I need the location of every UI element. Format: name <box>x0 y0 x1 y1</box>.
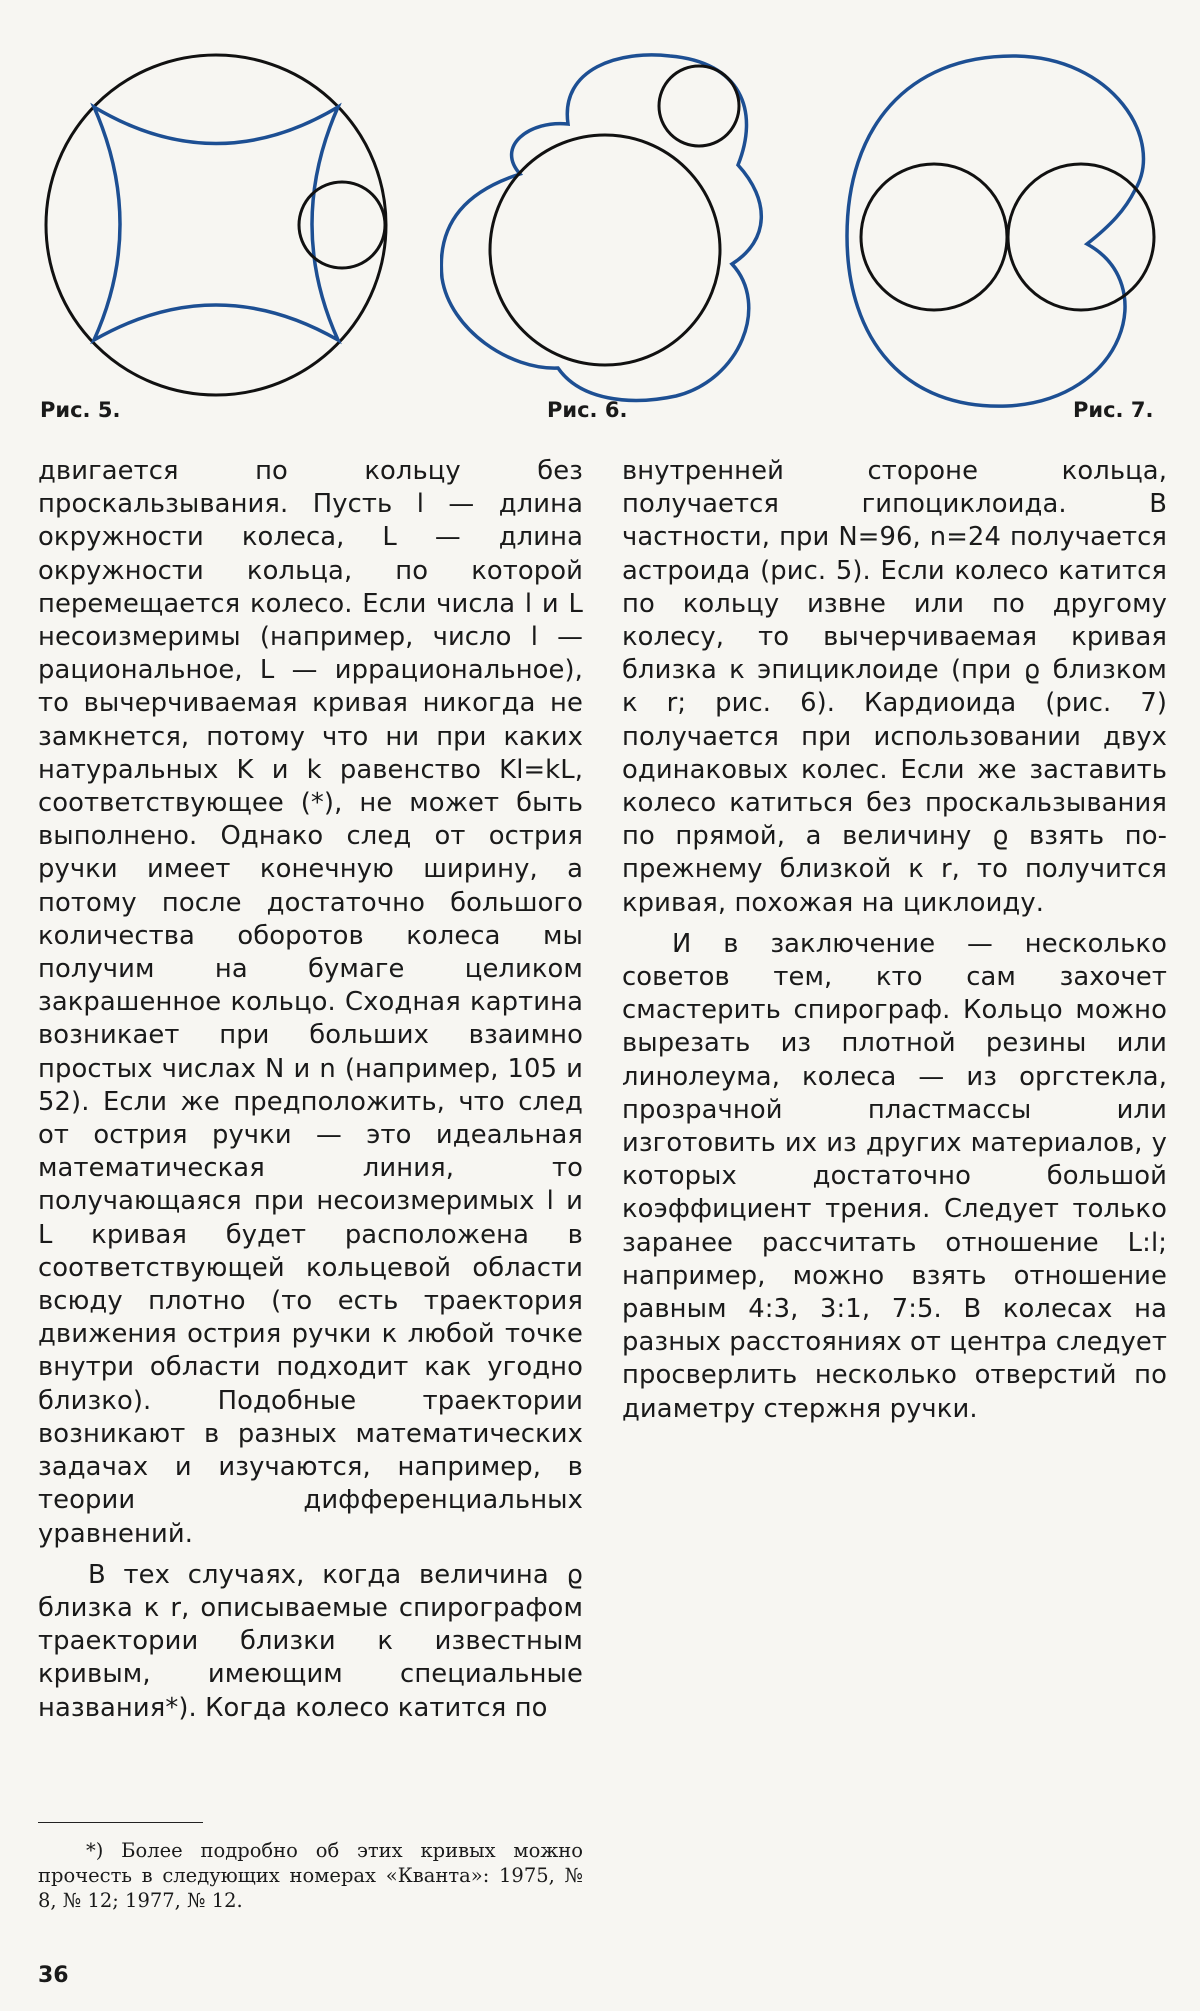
figure-5-caption: Рис. 5. <box>40 398 121 422</box>
left-paragraph-1: двигается по кольцу без проскальзывания. Пусть l — длина окружности колеса, L — длина окружности кольца, по которой перемещается колесо. Если числа l и L несоизмеримы (например, число l — рациональное, L — иррациональное), то вычерчиваемая кривая никогда не замкнется, потому что ни при каких натуральных K и k равенство Kl=kL, соответствующее (*), не может быть выполнено. Однако след от острия ручки имеет конечную ширину, а потому после достаточно большого количества оборотов колеса мы получим на бумаге целиком закрашенное кольцо. Сходная картина возникает при больших взаимно простых числах N и n (например, 105 и 52). Если же предположить, что след от острия ручки — это идеальная математическая линия, то получающаяся при несоизмеримых l и L кривая будет расположена в соответствующей кольцевой области всюду плотно (то есть траектория движения острия ручки к любой точке внутри области подходит как угодно близко). Подобные траектории возникают в разных математических задачах и изучаются, например, в теории дифференциальных уравнений. <box>38 456 583 1549</box>
footnote <box>38 1838 583 1913</box>
right-column <box>622 455 1167 1426</box>
fig5-ring-circle <box>46 55 386 395</box>
footnote-text: *) Более подробно об этих кривых можно прочесть в следующих номерах «Кванта»: 1975, № 8, № 12; 1977, № 12. <box>38 1839 583 1912</box>
figure-5-astroid <box>36 50 396 400</box>
fig6-small-wheel <box>659 66 739 146</box>
fig6-large-wheel <box>490 135 720 365</box>
fig7-left-wheel <box>861 164 1007 310</box>
footnote-divider <box>38 1822 203 1823</box>
figure-6-caption: Рис. 6. <box>547 398 628 422</box>
figure-7-cardioid <box>845 50 1175 410</box>
page-number: 36 <box>38 1963 69 1988</box>
right-paragraph-2: И в заключение — несколько советов тем, кто сам захочет смастерить спирограф. Кольцо можно вырезать из плотной резины или линолеума, колеса — из оргстекла, прозрачной пластмассы или изготовить их из других материалов, у которых достаточно большой коэффициент трения. Следует только заранее рассчитать отношение L:l; например, можно взять отношение равным 4:3, 3:1, 7:5. В колесах на разных расстояниях от центра следует просверлить несколько отверстий по диаметру стержня ручки. <box>622 928 1167 1424</box>
figure-7-caption: Рис. 7. <box>1073 398 1154 422</box>
figure-6-epicycloid <box>440 50 780 410</box>
fig6-epicycloid-curve <box>441 55 761 401</box>
fig5-astroid-curve <box>94 107 338 340</box>
fig7-right-wheel <box>1008 164 1154 310</box>
right-paragraph-1: внутренней стороне кольца, получается гипоциклоида. В частности, при N=96, n=24 получается астроида (рис. 5). Если колесо катится по кольцу извне или по другому колесу, то вычерчиваемая кривая близка к эпициклоиде (при ϱ близком к r; рис. 6). Кардиоида (рис. 7) получается при использовании двух одинаковых колес. Если же заставить колесо катиться без проскальзывания по прямой, а величину ϱ взять по-прежнему близкой к r, то получится кривая, похожая на циклоиду. <box>622 456 1167 918</box>
fig7-cardioid-curve <box>847 56 1143 406</box>
left-column <box>38 455 583 1725</box>
left-paragraph-2: В тех случаях, когда величина ϱ близка к r, описываемые спирографом траектории близки к известным кривым, имеющим специальные названия*). Когда колесо катится по <box>38 1559 583 1723</box>
